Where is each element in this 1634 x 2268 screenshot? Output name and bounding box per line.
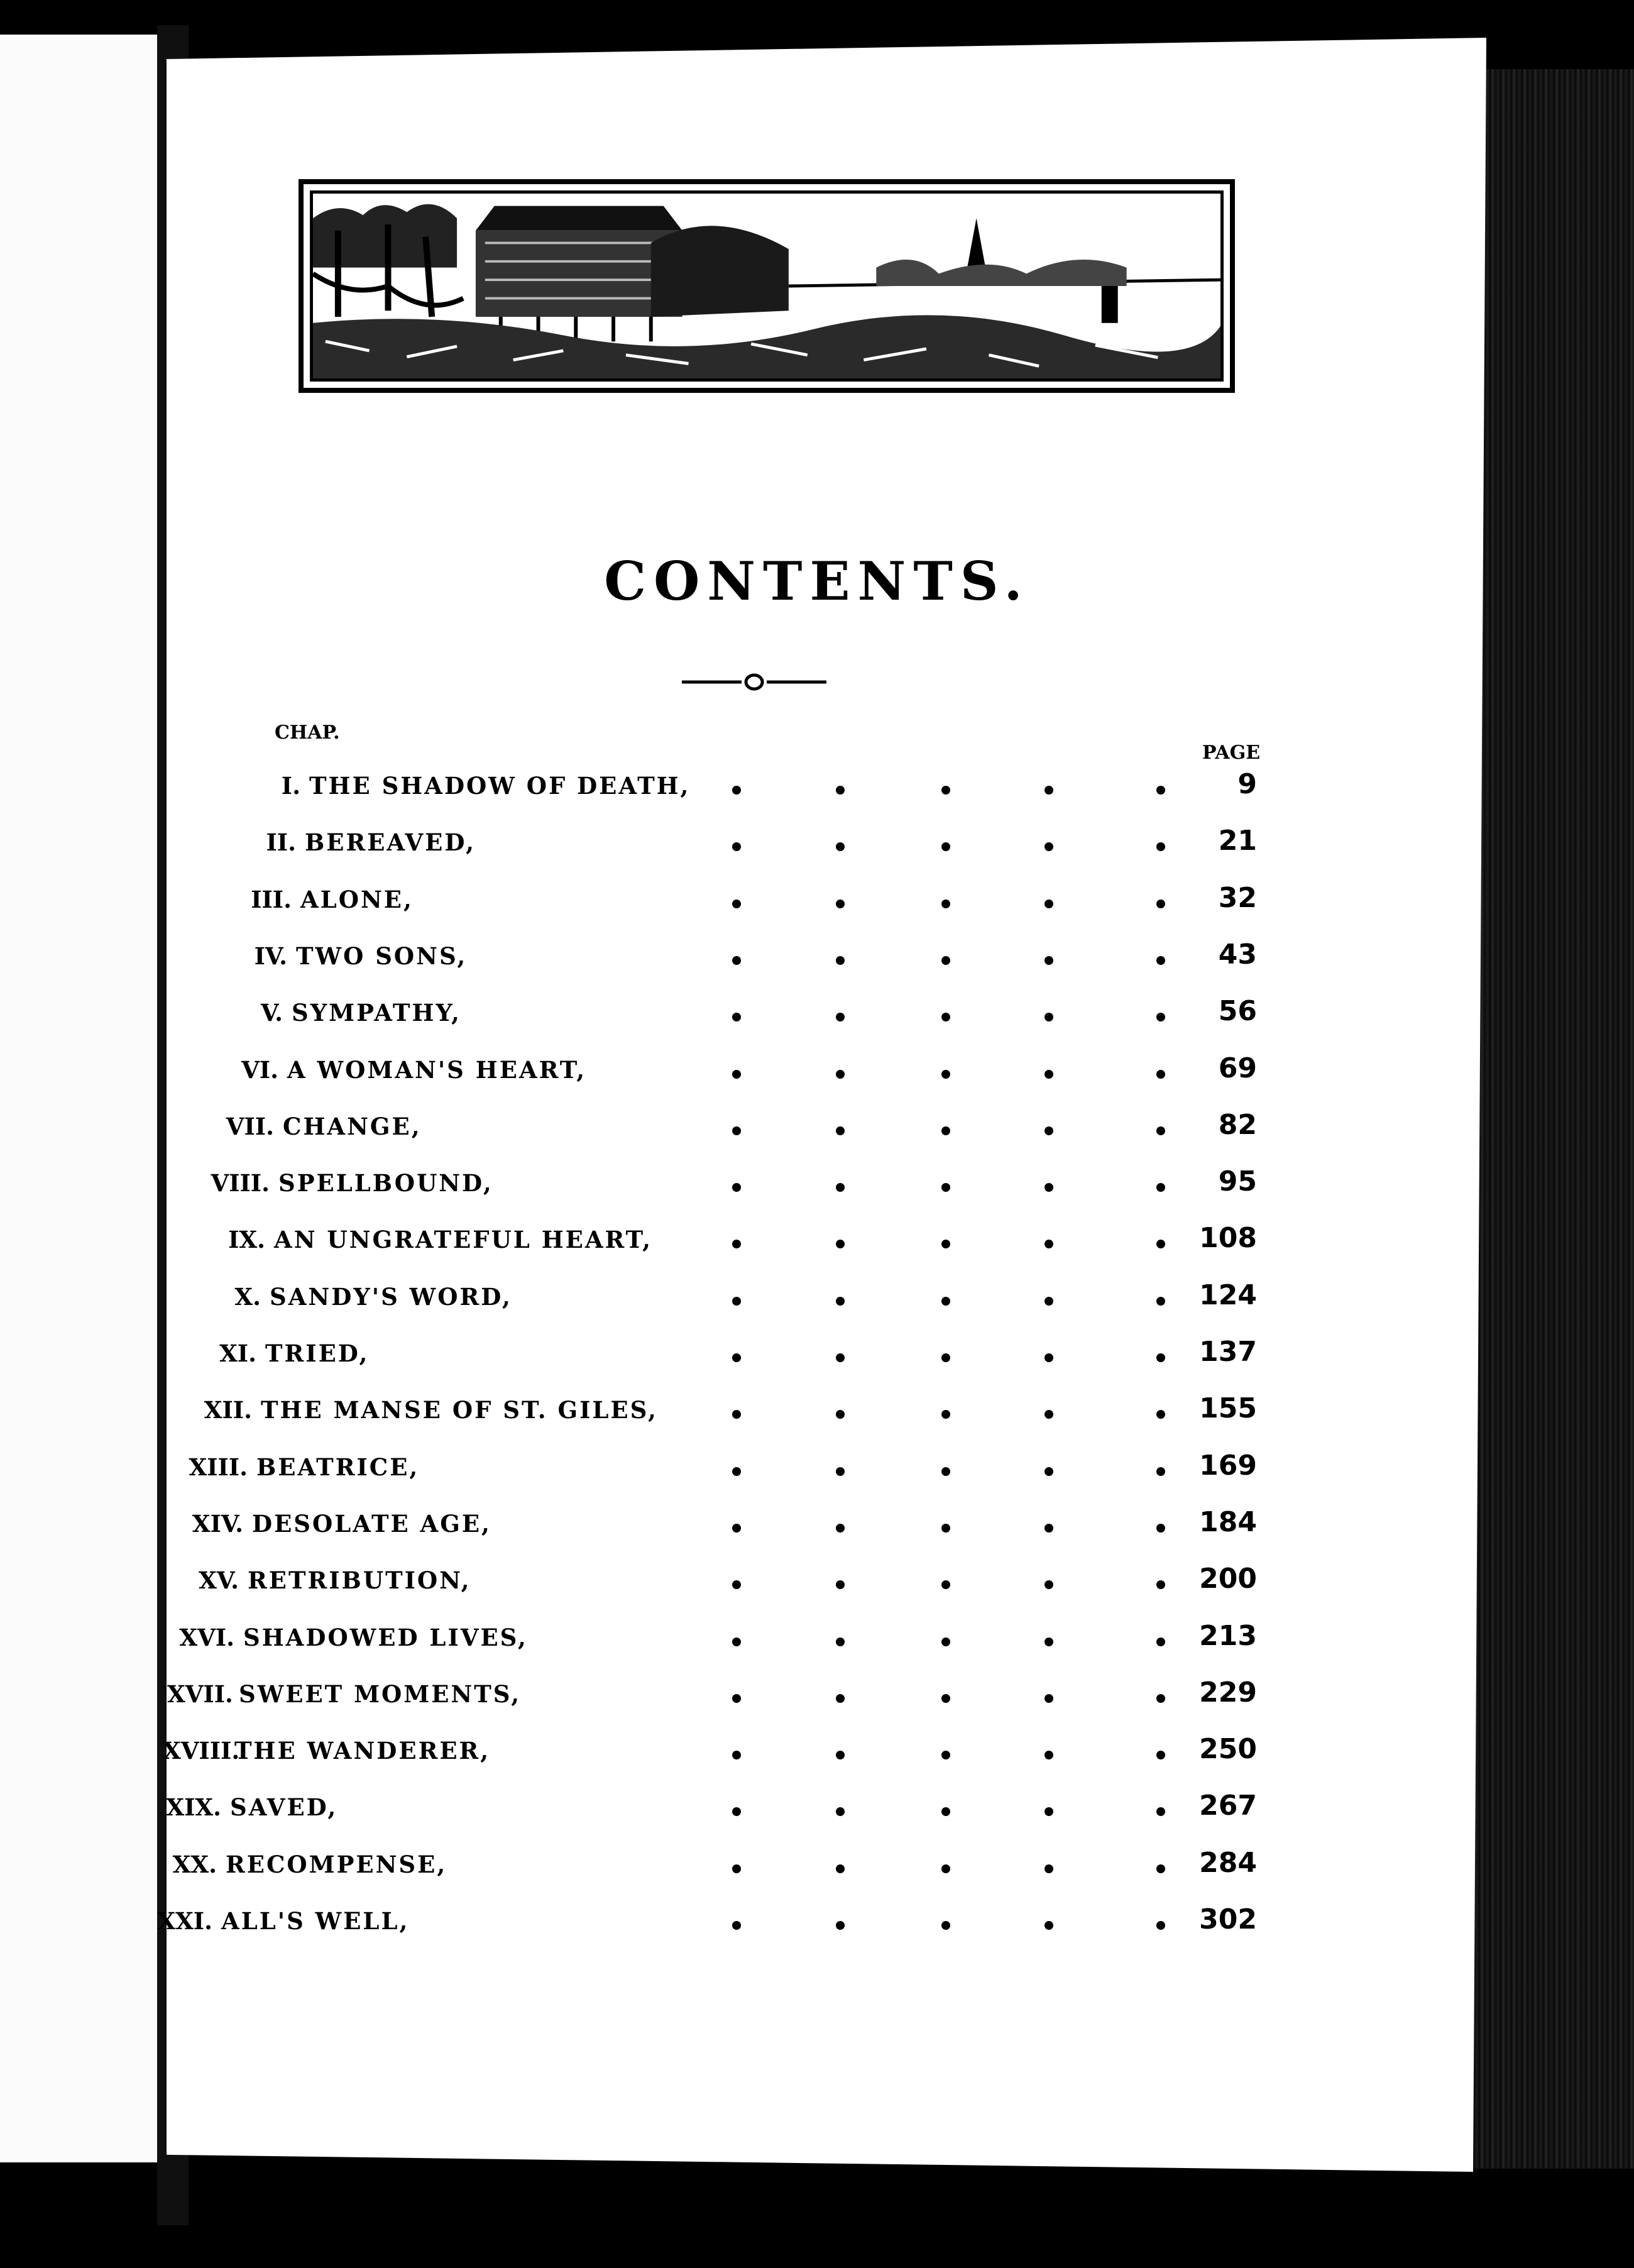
leader-dot <box>836 1638 845 1646</box>
leader-dot <box>1045 1524 1053 1533</box>
leader-dot <box>836 1580 845 1589</box>
leader-dot <box>732 1638 741 1646</box>
leader-dot <box>732 1013 741 1021</box>
chapter-number: XV. <box>199 1566 239 1595</box>
page-number: 155 <box>1199 1392 1257 1425</box>
chapter-number: XI. <box>219 1340 256 1367</box>
leader-dot <box>836 1410 845 1419</box>
leader-dot <box>836 1126 845 1135</box>
leader-dot <box>1045 1751 1053 1759</box>
chapter-title: RECOMPENSE, <box>226 1850 447 1878</box>
page-number: 69 <box>1218 1052 1257 1084</box>
leader-dot <box>732 1240 741 1248</box>
leader-dot <box>1156 1864 1165 1873</box>
facing-page <box>0 35 157 2162</box>
chapter-title: BEREAVED, <box>305 828 476 857</box>
toc-entry <box>229 881 1297 923</box>
leader-dot <box>732 786 741 795</box>
leader-dot <box>941 1638 950 1646</box>
leader-dot <box>941 1353 950 1362</box>
leader-dot <box>836 1807 845 1816</box>
leader-dot <box>941 786 950 795</box>
title-ornament <box>682 669 826 695</box>
chapter-number: III. <box>251 885 292 913</box>
chapter-title: TWO SONS, <box>296 942 468 970</box>
page-number: 137 <box>1199 1336 1257 1368</box>
leader-dot <box>941 1751 950 1759</box>
leader-dot <box>732 1864 741 1873</box>
chapter-title: ALONE, <box>300 885 414 913</box>
leader-dot <box>732 1297 741 1306</box>
leader-dot <box>836 786 845 795</box>
leader-dot <box>732 1807 741 1816</box>
toc-entry <box>207 1165 1275 1207</box>
chapter-number: XX. <box>172 1850 217 1878</box>
chapter-number: XIII. <box>189 1453 248 1481</box>
toc-entry <box>211 1108 1280 1150</box>
toc-entry <box>154 1846 1257 1888</box>
chapter-title: SANDY'S WORD, <box>270 1282 512 1311</box>
leader-dot <box>836 842 845 851</box>
chapter-number: XIX. <box>166 1793 221 1822</box>
toc-entry <box>180 1506 1257 1548</box>
leader-dot <box>1045 1580 1053 1589</box>
leader-dot <box>1045 956 1053 965</box>
toc-entry <box>176 1563 1257 1604</box>
chapter-number: I. <box>281 772 300 800</box>
page-number: 302 <box>1199 1903 1257 1935</box>
toc-entry <box>172 1619 1257 1661</box>
leader-dot <box>1045 1467 1053 1476</box>
leader-dot <box>1156 1126 1165 1135</box>
leader-dot <box>1156 1240 1165 1248</box>
leader-dot <box>836 1183 845 1192</box>
chapter-title: AN UNGRATEFUL HEART, <box>274 1226 653 1254</box>
chap-column-label: CHAP. <box>275 722 340 744</box>
engraving-illustration <box>313 194 1220 378</box>
leader-dot <box>941 1240 950 1248</box>
page-number: 250 <box>1199 1733 1257 1766</box>
leader-dot <box>732 1353 741 1362</box>
chapter-title: TRIED, <box>265 1340 370 1367</box>
page-number: 43 <box>1218 938 1257 971</box>
chapter-title: SWEET MOMENTS, <box>239 1680 522 1708</box>
leader-dot <box>836 1751 845 1759</box>
leader-dot <box>1045 1807 1053 1816</box>
leader-dot <box>732 1070 741 1079</box>
toc-entry <box>158 1790 1257 1831</box>
leader-dot <box>1045 1921 1053 1930</box>
toc-entry <box>224 938 1293 980</box>
page-number: 82 <box>1218 1108 1257 1141</box>
chapter-title: SYMPATHY, <box>292 999 461 1027</box>
leader-dot <box>1156 1694 1165 1703</box>
toc-entry <box>233 825 1302 866</box>
leader-dot <box>732 1694 741 1703</box>
leader-dot <box>836 956 845 965</box>
toc-entry <box>238 768 1306 810</box>
chapter-number: VIII. <box>211 1169 270 1197</box>
page-number: 56 <box>1218 995 1257 1028</box>
leader-dot <box>836 1524 845 1533</box>
page-number: 184 <box>1199 1506 1257 1538</box>
leader-dot <box>941 1013 950 1021</box>
landscape-engraving <box>299 179 1235 393</box>
leader-dot <box>1156 1751 1165 1759</box>
chapter-title: CHANGE, <box>283 1112 422 1140</box>
leader-dot <box>1045 1070 1053 1079</box>
leader-dot <box>941 1694 950 1703</box>
chapter-number: XVIII. <box>163 1737 240 1765</box>
leader-dot <box>1045 1864 1053 1873</box>
leader-dot <box>1045 1013 1053 1021</box>
leader-dot <box>941 956 950 965</box>
toc-entry <box>216 1052 1284 1094</box>
chapter-title: A WOMAN'S HEART, <box>287 1055 587 1084</box>
leader-dot <box>732 1410 741 1419</box>
leader-dot <box>732 1126 741 1135</box>
leader-dot <box>732 1751 741 1759</box>
leader-dot <box>732 900 741 908</box>
leader-dot <box>941 1183 950 1192</box>
page-number: 267 <box>1199 1790 1257 1822</box>
chapter-number: XVII. <box>167 1680 233 1708</box>
leader-dot <box>732 1921 741 1930</box>
leader-dot <box>732 1524 741 1533</box>
leader-dot <box>941 1126 950 1135</box>
leader-dot <box>836 1694 845 1703</box>
page-number: 284 <box>1199 1846 1257 1879</box>
page-column-label: PAGE <box>1202 742 1261 764</box>
toc-entry <box>167 1676 1257 1718</box>
leader-dot <box>836 1240 845 1248</box>
chapter-number: VII. <box>226 1112 274 1140</box>
leader-dot <box>1045 1240 1053 1248</box>
page-number: 200 <box>1199 1563 1257 1595</box>
leader-dot <box>941 1807 950 1816</box>
leader-dot <box>1045 1694 1053 1703</box>
leader-dot <box>836 1297 845 1306</box>
chapter-title: RETRIBUTION, <box>248 1566 471 1595</box>
page-number: 21 <box>1218 825 1257 857</box>
leader-dot <box>941 900 950 908</box>
leader-dot <box>941 1580 950 1589</box>
leader-dot <box>941 1864 950 1873</box>
leader-dot <box>1156 1353 1165 1362</box>
chapter-title: SPELLBOUND, <box>278 1169 493 1197</box>
leader-dot <box>1156 786 1165 795</box>
toc-entry <box>185 1449 1257 1491</box>
leader-dot <box>1045 1638 1053 1646</box>
chapter-title: THE SHADOW OF DEATH, <box>309 772 691 800</box>
toc-entry <box>202 1222 1271 1263</box>
leader-dot <box>1156 1467 1165 1476</box>
leader-dot <box>1156 956 1165 965</box>
page-number: 213 <box>1199 1619 1257 1652</box>
leader-dot <box>1156 1580 1165 1589</box>
leader-dot <box>1045 1183 1053 1192</box>
leader-dot <box>836 1013 845 1021</box>
toc-entry <box>198 1279 1266 1321</box>
leader-dot <box>941 1070 950 1079</box>
leader-dot <box>1045 1353 1053 1362</box>
chapter-number: VI. <box>241 1055 278 1084</box>
chapter-number: V. <box>260 999 283 1027</box>
chapter-number: IV. <box>254 942 287 970</box>
leader-dot <box>941 1297 950 1306</box>
leader-dot <box>1156 1297 1165 1306</box>
leader-dot <box>836 900 845 908</box>
leader-dot <box>732 1183 741 1192</box>
chapter-number: XXI. <box>157 1907 212 1935</box>
leader-dot <box>732 956 741 965</box>
page-number: 124 <box>1199 1279 1257 1311</box>
leader-dot <box>836 1467 845 1476</box>
leader-dot <box>941 842 950 851</box>
chapter-number: XVI. <box>179 1623 234 1651</box>
leader-dot <box>836 1864 845 1873</box>
chapter-title: DESOLATE AGE, <box>252 1509 491 1538</box>
leader-dot <box>1156 900 1165 908</box>
chapter-title: ALL'S WELL, <box>221 1907 410 1935</box>
leader-dot <box>1156 1070 1165 1079</box>
page-number: 95 <box>1218 1165 1257 1198</box>
leader-dot <box>1045 900 1053 908</box>
leader-dot <box>732 842 741 851</box>
leader-dot <box>941 1410 950 1419</box>
toc-entry <box>150 1903 1257 1945</box>
leader-dot <box>941 1467 950 1476</box>
leader-dot <box>1156 1410 1165 1419</box>
leader-dot <box>1156 842 1165 851</box>
toc-entry <box>220 995 1288 1037</box>
leader-dot <box>1156 1638 1165 1646</box>
leader-dot <box>1045 1410 1053 1419</box>
leader-dot <box>1045 786 1053 795</box>
leader-dot <box>836 1353 845 1362</box>
chapter-number: XII. <box>204 1396 252 1424</box>
leader-dot <box>1156 1807 1165 1816</box>
leader-dot <box>836 1921 845 1930</box>
chapter-number: X. <box>234 1282 261 1311</box>
page-number: 229 <box>1199 1676 1257 1709</box>
leader-dot <box>1045 842 1053 851</box>
toc-entry <box>194 1336 1262 1377</box>
leader-dot <box>1156 1013 1165 1021</box>
page-title: CONTENTS. <box>604 550 1030 612</box>
leader-dot <box>732 1580 741 1589</box>
page-number: 108 <box>1199 1222 1257 1255</box>
toc-entry <box>189 1392 1258 1434</box>
chapter-title: SHADOWED LIVES, <box>243 1623 528 1651</box>
chapter-number: IX. <box>228 1226 265 1254</box>
toc-entry <box>163 1733 1257 1775</box>
leader-dot <box>1156 1183 1165 1192</box>
page-number: 32 <box>1218 881 1257 914</box>
page-number: 169 <box>1199 1449 1257 1482</box>
chapter-title: SAVED, <box>230 1793 338 1822</box>
leader-dot <box>1156 1921 1165 1930</box>
page-number: 9 <box>1237 768 1257 800</box>
leader-dot <box>941 1524 950 1533</box>
page-edges <box>1474 69 1634 2169</box>
leader-dot <box>1045 1126 1053 1135</box>
chapter-title: BEATRICE, <box>256 1453 420 1481</box>
leader-dot <box>836 1070 845 1079</box>
chapter-number: XIV. <box>192 1509 243 1538</box>
leader-dot <box>1045 1297 1053 1306</box>
chapter-title: THE WANDERER, <box>234 1737 491 1765</box>
leader-dot <box>941 1921 950 1930</box>
leader-dot <box>732 1467 741 1476</box>
chapter-title: THE MANSE OF ST. GILES, <box>261 1396 658 1424</box>
chapter-number: II. <box>266 828 296 857</box>
leader-dot <box>1156 1524 1165 1533</box>
